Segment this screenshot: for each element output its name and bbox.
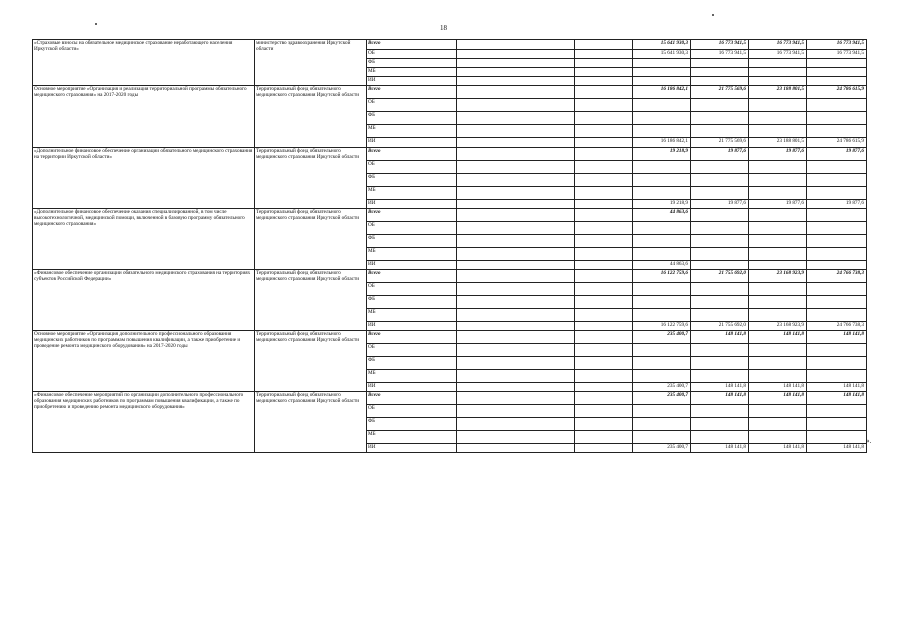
amount-cell [749, 248, 807, 261]
table-row [33, 209, 867, 222]
empty-cell [575, 322, 633, 331]
amount-cell [691, 405, 749, 418]
amount-cell: 23 188 801,5 [749, 138, 807, 148]
empty-cell [457, 331, 575, 344]
empty-cell [575, 248, 633, 261]
amount-cell [749, 309, 807, 322]
amount-cell: 19 877,6 [691, 148, 749, 161]
amount-cell [691, 112, 749, 125]
executor: Территориальный фонд обязательного медицинского страхования Иркутской области [255, 331, 367, 392]
amount-cell: 19 877,6 [807, 200, 867, 209]
funding-source: ОБ [367, 283, 457, 296]
amount-cell [749, 296, 807, 309]
empty-cell [457, 248, 575, 261]
amount-cell: 21 755 692,0 [691, 322, 749, 331]
amount-cell: 21 775 569,6 [691, 86, 749, 99]
amount-cell [691, 174, 749, 187]
table-row [33, 331, 867, 344]
page-number: 18 [440, 24, 447, 32]
amount-cell: 16 773 941,5 [691, 40, 749, 50]
amount-cell [749, 405, 807, 418]
table-end-mark: ». [866, 437, 872, 445]
amount-cell [691, 59, 749, 68]
empty-cell [457, 309, 575, 322]
executor: Территориальный фонд обязательного медицинского страхования Иркутской области [255, 270, 367, 331]
amount-cell [633, 187, 691, 200]
empty-cell [575, 50, 633, 59]
funding-source: ОБ [367, 161, 457, 174]
empty-cell [575, 77, 633, 86]
amount-cell: 24 786 615,9 [807, 138, 867, 148]
amount-cell [807, 161, 867, 174]
amount-cell [691, 125, 749, 138]
table-row [33, 86, 867, 99]
amount-cell [633, 59, 691, 68]
amount-cell [691, 431, 749, 444]
amount-cell [633, 248, 691, 261]
scan-speck [95, 23, 97, 25]
amount-cell: 24 766 738,3 [807, 322, 867, 331]
amount-cell [691, 99, 749, 112]
empty-cell [457, 77, 575, 86]
table-row [33, 40, 867, 50]
amount-cell: 21 755 692,0 [691, 270, 749, 283]
amount-cell [749, 370, 807, 383]
executor: Территориальный фонд обязательного медицинского страхования Иркутской области [255, 209, 367, 270]
amount-cell [691, 261, 749, 270]
amount-cell [633, 99, 691, 112]
table-row [33, 392, 867, 405]
amount-cell: 16 773 941,5 [807, 40, 867, 50]
amount-cell [691, 235, 749, 248]
empty-cell [575, 370, 633, 383]
empty-cell [575, 86, 633, 99]
amount-cell [633, 68, 691, 77]
amount-cell [633, 174, 691, 187]
funding-source: Всего [367, 209, 457, 222]
amount-cell: 148 141,8 [749, 331, 807, 344]
amount-cell [691, 77, 749, 86]
amount-cell [633, 309, 691, 322]
empty-cell [457, 138, 575, 148]
amount-cell [749, 344, 807, 357]
amount-cell: 148 141,8 [807, 444, 867, 453]
amount-cell [749, 261, 807, 270]
empty-cell [575, 344, 633, 357]
amount-cell: 16 773 941,5 [749, 50, 807, 59]
empty-cell [457, 296, 575, 309]
funding-source: МБ [367, 125, 457, 138]
amount-cell: 15 641 930,3 [633, 40, 691, 50]
empty-cell [575, 431, 633, 444]
amount-cell: 19 877,6 [749, 200, 807, 209]
amount-cell [691, 344, 749, 357]
amount-cell [807, 418, 867, 431]
empty-cell [575, 261, 633, 270]
amount-cell: 19 877,6 [691, 200, 749, 209]
amount-cell [633, 283, 691, 296]
empty-cell [457, 59, 575, 68]
executor: Территориальный фонд обязательного медицинского страхования Иркутской области [255, 392, 367, 453]
amount-cell [749, 222, 807, 235]
funding-source: Всего [367, 392, 457, 405]
empty-cell [575, 296, 633, 309]
empty-cell [457, 235, 575, 248]
amount-cell: 148 141,8 [807, 331, 867, 344]
funding-source: ИИ [367, 322, 457, 331]
funding-source: ФБ [367, 357, 457, 370]
amount-cell: 16 773 941,5 [691, 50, 749, 59]
empty-cell [457, 370, 575, 383]
funding-source: МБ [367, 309, 457, 322]
amount-cell: 23 168 923,9 [749, 270, 807, 283]
funding-source: ИИ [367, 383, 457, 392]
amount-cell: 19 218,9 [633, 148, 691, 161]
amount-cell [807, 77, 867, 86]
amount-cell: 148 141,8 [691, 383, 749, 392]
empty-cell [457, 148, 575, 161]
funding-source: ФБ [367, 235, 457, 248]
empty-cell [575, 418, 633, 431]
empty-cell [575, 405, 633, 418]
funding-source: ИИ [367, 261, 457, 270]
table-row [33, 148, 867, 161]
amount-cell [807, 59, 867, 68]
amount-cell: 148 141,8 [807, 383, 867, 392]
funding-source: Всего [367, 86, 457, 99]
empty-cell [457, 68, 575, 77]
scan-speck [712, 14, 714, 16]
amount-cell [807, 261, 867, 270]
amount-cell [807, 235, 867, 248]
amount-cell [633, 222, 691, 235]
amount-cell [807, 248, 867, 261]
amount-cell: 24 786 615,9 [807, 86, 867, 99]
amount-cell [807, 283, 867, 296]
empty-cell [457, 112, 575, 125]
executor: Территориальный фонд обязательного медицинского страхования Иркутской области [255, 86, 367, 148]
empty-cell [575, 161, 633, 174]
funding-source: МБ [367, 187, 457, 200]
amount-cell: 148 141,8 [749, 444, 807, 453]
empty-cell [575, 270, 633, 283]
amount-cell: 16 186 842,1 [633, 86, 691, 99]
empty-cell [457, 283, 575, 296]
empty-cell [457, 444, 575, 453]
amount-cell: 148 141,8 [691, 444, 749, 453]
funding-source: Всего [367, 270, 457, 283]
empty-cell [575, 187, 633, 200]
funding-source: Всего [367, 40, 457, 50]
empty-cell [457, 418, 575, 431]
empty-cell [457, 222, 575, 235]
empty-cell [457, 125, 575, 138]
amount-cell [633, 296, 691, 309]
amount-cell [807, 174, 867, 187]
empty-cell [575, 383, 633, 392]
empty-cell [575, 148, 633, 161]
amount-cell: 235 400,7 [633, 331, 691, 344]
funding-source: ИИ [367, 138, 457, 148]
amount-cell: 148 141,8 [807, 392, 867, 405]
amount-cell [749, 99, 807, 112]
amount-cell [749, 68, 807, 77]
amount-cell [807, 99, 867, 112]
amount-cell [807, 222, 867, 235]
amount-cell [633, 418, 691, 431]
empty-cell [457, 50, 575, 59]
amount-cell [807, 357, 867, 370]
amount-cell [691, 222, 749, 235]
amount-cell [807, 405, 867, 418]
empty-cell [575, 174, 633, 187]
amount-cell [749, 431, 807, 444]
amount-cell [691, 309, 749, 322]
empty-cell [457, 261, 575, 270]
empty-cell [457, 392, 575, 405]
amount-cell [749, 283, 807, 296]
amount-cell [633, 77, 691, 86]
amount-cell: 16 773 941,5 [807, 50, 867, 59]
amount-cell [691, 370, 749, 383]
empty-cell [575, 444, 633, 453]
funding-source: ИИ [367, 444, 457, 453]
amount-cell [807, 309, 867, 322]
empty-cell [457, 322, 575, 331]
amount-cell: 16 122 759,6 [633, 270, 691, 283]
empty-cell [575, 392, 633, 405]
amount-cell: 19 877,6 [807, 148, 867, 161]
funding-source: Всего [367, 148, 457, 161]
empty-cell [457, 187, 575, 200]
executor: Территориальный фонд обязательного медицинского страхования Иркутской области [255, 148, 367, 209]
amount-cell [749, 187, 807, 200]
amount-cell [633, 431, 691, 444]
empty-cell [457, 200, 575, 209]
amount-cell [749, 418, 807, 431]
empty-cell [457, 174, 575, 187]
empty-cell [457, 357, 575, 370]
empty-cell [575, 283, 633, 296]
funding-source: Всего [367, 331, 457, 344]
amount-cell [633, 125, 691, 138]
amount-cell [749, 235, 807, 248]
amount-cell: 16 773 941,5 [749, 40, 807, 50]
amount-cell [807, 68, 867, 77]
empty-cell [457, 383, 575, 392]
funding-source: МБ [367, 431, 457, 444]
empty-cell [575, 200, 633, 209]
amount-cell [749, 125, 807, 138]
empty-cell [575, 138, 633, 148]
funding-source: ОБ [367, 99, 457, 112]
empty-cell [575, 331, 633, 344]
empty-cell [457, 431, 575, 444]
amount-cell: 235 400,7 [633, 444, 691, 453]
measure-name: Основное мероприятие «Организация и реализация территориальной программы обязательного медицинского страхования» на 2017-2020 годы [33, 86, 255, 148]
empty-cell [575, 125, 633, 138]
amount-cell [807, 125, 867, 138]
empty-cell [457, 405, 575, 418]
amount-cell [691, 187, 749, 200]
empty-cell [457, 344, 575, 357]
funding-source: ФБ [367, 112, 457, 125]
empty-cell [575, 59, 633, 68]
amount-cell [807, 370, 867, 383]
amount-cell [633, 161, 691, 174]
amount-cell [807, 344, 867, 357]
empty-cell [457, 99, 575, 112]
funding-source: ИИ [367, 77, 457, 86]
empty-cell [575, 112, 633, 125]
empty-cell [575, 357, 633, 370]
empty-cell [575, 99, 633, 112]
amount-cell [749, 209, 807, 222]
empty-cell [457, 270, 575, 283]
amount-cell: 16 186 842,1 [633, 138, 691, 148]
amount-cell: 24 766 738,3 [807, 270, 867, 283]
amount-cell [633, 112, 691, 125]
amount-cell: 148 141,8 [749, 383, 807, 392]
amount-cell: 19 218,9 [633, 200, 691, 209]
amount-cell [691, 283, 749, 296]
amount-cell: 19 877,6 [749, 148, 807, 161]
amount-cell [807, 296, 867, 309]
amount-cell [633, 357, 691, 370]
amount-cell [633, 344, 691, 357]
measure-name: Основное мероприятие «Организация дополнительного профессионального образования медицинских работников по программам повышения квалификации, а также приобретение и проведение ремонта медицинского оборудования» на 2017-2020 годы [33, 331, 255, 392]
amount-cell [749, 357, 807, 370]
funding-source: МБ [367, 370, 457, 383]
amount-cell [749, 77, 807, 86]
amount-cell: 148 141,8 [691, 331, 749, 344]
amount-cell [807, 209, 867, 222]
funding-source: ОБ [367, 222, 457, 235]
empty-cell [575, 68, 633, 77]
amount-cell [691, 161, 749, 174]
amount-cell [691, 68, 749, 77]
empty-cell [575, 222, 633, 235]
budget-table [32, 39, 867, 453]
amount-cell [749, 112, 807, 125]
empty-cell [575, 40, 633, 50]
funding-source: ОБ [367, 344, 457, 357]
measure-name: «Страховые взносы на обязательное медицинское страхование неработающего населения Иркутской области» [33, 40, 255, 86]
amount-cell [691, 209, 749, 222]
amount-cell: 148 141,8 [749, 392, 807, 405]
funding-source: ИИ [367, 200, 457, 209]
measure-name: «Финансовое обеспечение организации обязательного медицинского страхования на территориях субъектов Российской Федерации» [33, 270, 255, 331]
funding-source: МБ [367, 248, 457, 261]
amount-cell: 16 122 759,6 [633, 322, 691, 331]
amount-cell: 148 141,8 [691, 392, 749, 405]
measure-name: «Дополнительное финансовое обеспечение организации обязательного медицинского страхования на территории Иркутской области» [33, 148, 255, 209]
amount-cell [633, 370, 691, 383]
amount-cell [633, 405, 691, 418]
measure-name: «Дополнительное финансовое обеспечение оказания специализированной, в том числе высокотехнологичной, медицинской помощи, включенной в базовую программу обязательного медицинского страхования» [33, 209, 255, 270]
funding-source: МБ [367, 68, 457, 77]
empty-cell [457, 40, 575, 50]
amount-cell [749, 59, 807, 68]
amount-cell [691, 248, 749, 261]
funding-source: ФБ [367, 296, 457, 309]
amount-cell: 21 775 569,6 [691, 138, 749, 148]
empty-cell [457, 86, 575, 99]
amount-cell: 23 168 923,9 [749, 322, 807, 331]
amount-cell [633, 235, 691, 248]
empty-cell [575, 309, 633, 322]
amount-cell: 44 863,6 [633, 209, 691, 222]
amount-cell [749, 174, 807, 187]
funding-source: ФБ [367, 174, 457, 187]
funding-source: ФБ [367, 59, 457, 68]
amount-cell [691, 296, 749, 309]
amount-cell [691, 357, 749, 370]
amount-cell: 15 641 930,3 [633, 50, 691, 59]
amount-cell [807, 187, 867, 200]
amount-cell [807, 431, 867, 444]
amount-cell [691, 418, 749, 431]
amount-cell: 235 400,7 [633, 392, 691, 405]
amount-cell: 44 863,6 [633, 261, 691, 270]
empty-cell [457, 161, 575, 174]
amount-cell: 235 400,7 [633, 383, 691, 392]
empty-cell [457, 209, 575, 222]
table-row [33, 270, 867, 283]
executor: министерство здравоохранения Иркутской области [255, 40, 367, 86]
amount-cell [807, 112, 867, 125]
funding-source: ОБ [367, 405, 457, 418]
empty-cell [575, 209, 633, 222]
funding-source: ОБ [367, 50, 457, 59]
measure-name: «Финансовое обеспечение мероприятий по организации дополнительного профессионального образования медицинских работников по программам повышения квалификации, а также по приобретению и проведению ремонта медицинского оборудования» [33, 392, 255, 453]
funding-source: ФБ [367, 418, 457, 431]
amount-cell: 23 188 801,5 [749, 86, 807, 99]
amount-cell [749, 161, 807, 174]
empty-cell [575, 235, 633, 248]
